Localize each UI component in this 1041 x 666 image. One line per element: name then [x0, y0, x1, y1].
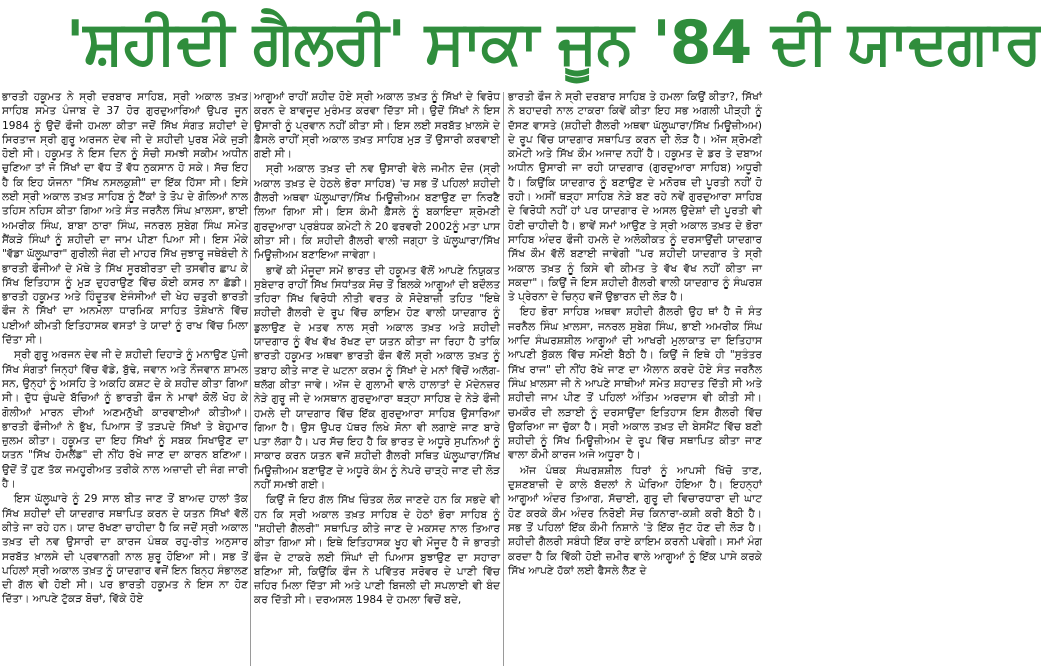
headline: 'ਸ਼ਹੀਦੀ ਗੈਲਰੀ' ਸਾਕਾ ਜੂਨ '84 ਦੀ ਯਾਦਗਾਰ: [66, 8, 1041, 78]
paragraph: ਅੱਜ ਪੰਥਕ ਸੰਘਰਸ਼ਸ਼ੀਲ ਧਿਰਾਂ ਨੂੰ ਆਪਸੀ ਖਿੱਚੋ ਤਾਣ, ਦੁਸ਼ਣਬਾਜ਼ੀ ਦੇ ਕਾਲੇ ਬੱਦਲਾਂ ਨੇ ਘੇਰਿਆ ਹੋਇਆ ਹੈ। ਇਹਨ੍ਹਾਂ ਆਗੂਆਂ ਅੰਦਰ ਤਿਆਗ, ਸੱਚਾਈ, ਗੁਰੂ ਦੀ ਵਿਚਾਰਧਾਰਾ ਦੀ ਘਾਟ ਹੋਣ ਕਰਕੇ ਕੌਮ ਅੰਦਰ ਨਿਰੋਈ ਸੋਚ ਕਿਨਾਰਾ-ਕਸ਼ੀ ਕਰੀ ਬੈਠੀ ਹੈ। ਸਭ ਤੋਂ ਪਹਿਲਾਂ ਇੱਕ ਕੌਮੀ ਨਿਸ਼ਾਨੇ 'ਤੇ ਇੱਕ ਜੁੱਟ ਹੋਣ ਦੀ ਲੋੜ ਹੈ। ਸ਼ਹੀਦੀ ਗੈਲਰੀ ਸਬੰਧੀ ਇੱਕ ਰਾਏ ਕਾਇਮ ਕਰਨੀ ਪਵੇਗੀ। ਸਮਾਂ ਮੰਗ ਕਰਦਾ ਹੈ ਕਿ ਵਿੱਕੀ ਹੋਈ ਜ਼ਮੀਰ ਵਾਲੇ ਆਗੂਆਂ ਨੂੰ ਇੱਕ ਪਾਸੇ ਕਰਕੇ ਸਿੱਖ ਆਪਣੇ ਹੱਕਾਂ ਲਈ ਫੈਸਲੇ ਲੈਣ ਦੇ: [508, 464, 762, 577]
paragraph: ਇਹ ਭੋਰਾ ਸਾਹਿਬ ਅਥਵਾ ਸ਼ਹੀਦੀ ਗੈਲਰੀ ਉਹ ਥਾਂ ਹੈ ਜੋ ਸੰਤ ਜਰਨੈਲ ਸਿੰਘ ਖ਼ਾਲਸਾ, ਜਨਰਲ ਸੁਬੇਗ ਸਿੰਘ, ਭਾਈ ਅਮਰੀਕ ਸਿੰਘ ਆਦਿ ਸੰਘਰਸ਼ਸ਼ੀਲ ਆਗੂਆਂ ਦੀ ਆਖਰੀ ਮੁਲਾਕਾਤ ਦਾ ਇਤਿਹਾਸ ਆਪਣੀ ਬੁੱਕਲ ਵਿੱਚ ਸਮੋਈ ਬੈਠੀ ਹੈ। ਕਿਉਂ ਜੋ ਇਥੇ ਹੀ "ਸੁਤੰਤਰ ਸਿੱਖ ਰਾਜ" ਦੀ ਨੀਂਹ ਰੱਖੇ ਜਾਣ ਦਾ ਐਲਾਨ ਕਰਦੇ ਹੋਏ ਸੰਤ ਜਰਨੈਲ ਸਿੰਘ ਖ਼ਾਲਸਾ ਜੀ ਨੇ ਆਪਣੇ ਸਾਥੀਆਂ ਸਮੇਤ ਸ਼ਹਾਦਤ ਦਿੱਤੀ ਸੀ ਅਤੇ ਸ਼ਹੀਦੀ ਜਾਮ ਪੀਣ ਤੋਂ ਪਹਿਲਾਂ ਅੰਤਿਮ ਅਰਦਾਸ ਵੀ ਕੀਤੀ ਸੀ। ਚਮਕੌਰ ਦੀ ਲੜਾਈ ਨੂੰ ਦਰਸਾਉਂਦਾ ਇਤਿਹਾਸ ਇਸ ਗੈਲਰੀ ਵਿੱਚ ਉਕਰਿਆ ਜਾ ਚੁੱਕਾ ਹੈ। ਸ੍ਰੀ ਅਕਾਲ ਤਖ਼ਤ ਦੀ ਬੇਸਮੈਂਟ ਵਿੱਚ ਬਣੀ ਸ਼ਹੀਦੀ ਨੂੰ ਸਿੱਖ ਮਿਊਜ਼ੀਅਮ ਦੇ ਰੂਪ ਵਿੱਚ ਸਥਾਪਿਤ ਕੀਤਾ ਜਾਣ ਵਾਲਾ ਕੌਮੀ ਕਾਰਜ ਅਜੇ ਅਧੂਰਾ ਹੈ।: [508, 306, 762, 462]
paragraph: ਆਗੂਆਂ ਰਾਹੀਂ ਸ਼ਹੀਦ ਹੋਏ ਸ੍ਰੀ ਅਕਾਲ ਤਖ਼ਤ ਨੂੰ ਸਿੱਖਾਂ ਦੇ ਵਿਰੋਧ ਕਰਨ ਦੇ ਬਾਵਜੂਦ ਮੁਰੰਮਤ ਕਰਵਾ ਦਿੱਤਾ ਸੀ। ਉਦੋਂ ਸਿੱਖਾਂ ਨੇ ਇਸ ਉਸਾਰੀ ਨੂੰ ਪ੍ਰਵਾਨ ਨਹੀਂ ਕੀਤਾ ਸੀ। ਇਸ ਲਈ ਸਰਬੱਤ ਖ਼ਾਲਸੇ ਦੇ ਫ਼ੈਸਲੇ ਰਾਹੀਂ ਸ੍ਰੀ ਅਕਾਲ ਤਖ਼ਤ ਸਾਹਿਬ ਮੁੜ ਤੋਂ ਉਸਾਰੀ ਕਰਵਾਈ ਗਈ ਸੀ।: [254, 91, 500, 161]
article-column-3: [508, 90, 762, 666]
paragraph: ਸ੍ਰੀ ਅਕਾਲ ਤਖ਼ਤ ਦੀ ਨਵ ਉਸਾਰੀ ਵੇਲੇ ਜਮੀਨ ਦੋਜ਼ (ਸ੍ਰੀ ਅਕਾਲ ਤਖ਼ਤ ਦੇ ਹੇਠਲੇ ਭੋਰਾ ਸਾਹਿਬ) 'ਚ ਸਭ ਤੋਂ ਪਹਿਲਾਂ ਸ਼ਹੀਦੀ ਗੈਲਰੀ ਅਥਵਾ ਘੱਲੂਘਾਰਾ/ਸਿੱਖ ਮਿਊਜ਼ੀਅਮ ਬਣਾਉਣ ਦਾ ਨਿਰਣੈ ਲਿਆ ਗਿਆ ਸੀ। ਇਸ ਕੰਮੀ ਫ਼ੈਸਲੇ ਨੂੰ ਬਕਾਇਦਾ ਸ਼੍ਰੋਮਣੀ ਗੁਰਦੁਆਰਾ ਪ੍ਰਬੰਧਕ ਕਮੇਟੀ ਨੇ 20 ਫਰਵਰੀ 2002ਨੂੰ ਮਤਾ ਪਾਸ ਕੀਤਾ ਸੀ। ਕਿ ਸ਼ਹੀਦੀ ਗੈਲਰੀ ਵਾਲੀ ਜਗ੍ਹਾ ਤੇ ਘੱਲੂਘਾਰਾ/ਸਿੱਖ ਮਿਊਜ਼ੀਅਮ ਬਣਾਇਆ ਜਾਵੇਗਾ।: [254, 163, 500, 262]
paragraph: ਭਾਰਤੀ ਹਕੂਮਤ ਨੇ ਸ੍ਰੀ ਦਰਬਾਰ ਸਾਹਿਬ, ਸ੍ਰੀ ਅਕਾਲ ਤਖ਼ਤ ਸਾਹਿਬ ਸਮੇਤ ਪੰਜਾਬ ਦੇ 37 ਹੋਰ ਗੁਰਦੁਆਰਿਆਂ ਉਪਰ ਜੂਨ 1984 ਨੂੰ ਉਦੋਂ ਫੌਜੀ ਹਮਲਾ ਕੀਤਾ ਜਦੋਂ ਸਿੱਖ ਸੰਗਤ ਸ਼ਹੀਦਾਂ ਦੇ ਸਿਰਤਾਜ ਸ੍ਰੀ ਗੁਰੂ ਅਰਜਨ ਦੇਵ ਜੀ ਦੇ ਸ਼ਹੀਦੀ ਪੁਰਬ ਮੌਕੇ ਜੁੜੀ ਹੋਈ ਸੀ। ਹਕੂਮਤ ਨੇ ਇਸ ਦਿਨ ਨੂੰ ਸੋਚੀ ਸਮਝੀ ਸਕੀਮ ਅਧੀਨ ਚੁਣਿਆ ਤਾਂ ਜੋ ਸਿੱਖਾਂ ਦਾ ਵੱਧ ਤੋਂ ਵੱਧ ਨੁਕਸਾਨ ਹੋ ਸਕੇ। ਸੱਚ ਇਹ ਹੈ ਕਿ ਇਹ ਯੋਜਨਾ "ਸਿੱਖ ਨਸਲਕੁਸ਼ੀ" ਦਾ ਇੱਕ ਹਿੱਸਾ ਸੀ। ਇਸੇ ਲਈ ਸ੍ਰੀ ਅਕਾਲ ਤਖ਼ਤ ਸਾਹਿਬ ਨੂੰ ਟੈਂਕਾਂ ਤੇ ਤੋਪ ਦੇ ਗੋਲਿਆਂ ਨਾਲ ਤਹਿਸ ਨਹਿਸ ਕੀਤਾ ਗਿਆ ਅਤੇ ਸੰਤ ਜਰਨੈਲ ਸਿੰਘ ਖ਼ਾਲਸਾ, ਭਾਈ ਅਮਰੀਕ ਸਿੰਘ, ਬਾਬਾ ਠਾਰਾ ਸਿੰਘ, ਜਨਰਲ ਸੁਬੇਗ ਸਿੰਘ ਸਮੇਤ ਸੈਂਕੜੇ ਸਿੰਘਾਂ ਨੂੰ ਸ਼ਹੀਦੀ ਦਾ ਜਾਮ ਪੀਣਾ ਪਿਆ ਸੀ। ਇਸ ਮੌਕੇ "ਵੱਡਾ ਘੱਲੂਘਾਰਾ" ਗੁਰੀਲੀ ਜੰਗ ਦੀ ਮਾਹਰ ਸਿੱਖ ਜੁਝਾਰੂ ਜਥੇਬੰਦੀ ਨੇ ਭਾਰਤੀ ਫੌਜੀਆਂ ਦੇ ਮੱਥੇ ਤੇ ਸਿੱਖ ਸੂਰਬੀਰਤਾ ਦੀ ਤਸਵੀਰ ਛਾਪ ਕੇ ਸਿੱਖ ਇਤਿਹਾਸ ਨੂੰ ਮੁੜ ਦੁਹਰਾਉਣ ਵਿੱਚ ਕੋਈ ਕਸਰ ਨਾ ਛੱਡੀ। ਭਾਰਤੀ ਹਕੂਮਤ ਅਤੇ ਹਿੰਦੂਤਵ ਏਜੰਸੀਆਂ ਦੀ ਖੇਹ ਚਤੁਰੀ ਭਾਰਤੀ ਫੌਜ ਨੇ ਸਿੱਖਾਂ ਦਾ ਅਨਮੋਲਾ ਧਾਰਮਿਕ ਸਾਹਿਤ ਤੋਸ਼ੇਖਾਨੇ ਵਿੱਚ ਪਈਆਂ ਕੀਮਤੀ ਇਤਿਹਾਸਕ ਵਸਤਾਂ ਤੇ ਯਾਦਾਂ ਨੂੰ ਰਾਖ ਵਿੱਚ ਮਿਲਾ ਦਿੱਤਾ ਸੀ।: [2, 91, 248, 347]
paragraph: ਭਾਵੇਂ ਕੀ ਮੌਜੂਦਾ ਸਮੇਂ ਭਾਰਤ ਦੀ ਹਕੂਮਤ ਵੱਲੋਂ ਆਪਣੇ ਨਿਯੁਕਤ ਸੁਬੇਦਾਰ ਰਾਹੀਂ ਸਿੱਖ ਸਿਧਾਂਤਕ ਸੋਚ ਤੋਂ ਬਿਲਕੇ ਆਗੂਆਂ ਦੀ ਬਦੌਲਤ ਤਹਿਰਾ ਸਿੱਖ ਵਿਰੋਧੀ ਨੀਤੀ ਵਰਤ ਕੇ ਸੋਦੇਬਾਜ਼ੀ ਤਹਿਤ "ਇਥੇ ਸ਼ਹੀਦੀ ਗੈਲਰੀ ਦੇ ਰੂਪ ਵਿੱਚ ਕਾਇਮ ਹੋਣ ਵਾਲੀ ਯਾਦਗਾਰ ਨੂੰ ਡੁਲਾਉਣ ਦੇ ਮਤਵ ਨਾਲ ਸ੍ਰੀ ਅਕਾਲ ਤਖ਼ਤ ਅਤੇ ਸ਼ਹੀਦੀ ਯਾਦਗਾਰ ਨੂੰ ਵੱਖ ਵੱਖ ਰੱਖਣ ਦਾ ਯਤਨ ਕੀਤਾ ਜਾ ਰਿਹਾ ਹੈ ਤਾਂਕਿ ਭਾਰਤੀ ਹਕੂਮਤ ਅਥਵਾ ਭਾਰਤੀ ਫੌਜ ਵੱਲੋਂ ਸ੍ਰੀ ਅਕਾਲ ਤਖ਼ਤ ਨੂੰ ਤਬਾਹ ਕੀਤੇ ਜਾਣ ਦੇ ਘਟਨਾ ਕਰਮ ਨੂੰ ਸਿੱਖਾਂ ਦੇ ਮਨਾਂ ਵਿੱਚੋਂ ਅਲੱਗ-ਥਲੱਗ ਕੀਤਾ ਜਾਵੇ। ਅੱਜ ਦੇ ਗੁਲਾਮੀ ਵਾਲੇ ਹਾਲਾਤਾਂ ਦੇ ਮੱਦੇਨਜ਼ਰ ਨੇੜੇ ਗੁਰੂ ਜੀ ਦੇ ਅਸਥਾਨ ਗੁਰਦੁਆਰਾ ਥੜ੍ਹਾ ਸਾਹਿਬ ਦੇ ਨੇੜੇ ਫੌਜੀ ਹਮਲੇ ਦੀ ਯਾਦਗਾਰ ਵਿੱਚ ਇੱਕ ਗੁਰਦੁਆਰਾ ਸਾਹਿਬ ਉਸਾਰਿਆ ਗਿਆ ਹੈ। ਉਸ ਉਪਰ ਪੱਥਰ ਲਿਖੇ ਸੋਨਾ ਵੀ ਲਗਾਏ ਜਾਣ ਬਾਰੇ ਪਤਾ ਲੱਗਾ ਹੈ। ਪਰ ਸੱਚ ਇਹ ਹੈ ਕਿ ਭਾਰਤ ਦੇ ਅਧੂਰੇ ਸੁਪਨਿਆਂ ਨੂੰ ਸਾਕਾਰ ਕਰਨ ਯਤਨ ਵਜੋਂ ਸ਼ਹੀਦੀ ਗੈਲਰੀ ਸਥਿਤ ਘੱਲੂਘਾਰਾ/ਸਿੱਖ ਮਿਊਜ਼ੀਅਮ ਬਣਾਉਣ ਦੇ ਅਧੂਰੇ ਕੰਮ ਨੂੰ ਨੇਪਰੇ ਚਾੜ੍ਹੇ ਜਾਣ ਦੀ ਲੋੜ ਨਹੀਂ ਸਮਝੀ ਗਈ।: [254, 264, 500, 492]
paragraph: ਸ੍ਰੀ ਗੁਰੂ ਅਰਜਨ ਦੇਵ ਜੀ ਦੇ ਸ਼ਹੀਦੀ ਦਿਹਾੜੇ ਨੂੰ ਮਨਾਉਣ ਪੁੱਜੀ ਸਿੱਖ ਸੰਗਤਾਂ ਜਿਨ੍ਹਾਂ ਵਿੱਚ ਵੱਡੇ, ਬੁੱਢੇ, ਜਵਾਨ ਅਤੇ ਨੌਜਵਾਨ ਸ਼ਾਮਲ ਸਨ, ਉਨ੍ਹਾਂ ਨੂੰ ਅਸਹਿ ਤੇ ਅਕਹਿ ਕਸ਼ਟ ਦੇ ਕੇ ਸ਼ਹੀਦ ਕੀਤਾ ਗਿਆ ਸੀ। ਦੁੱਧ ਚੁੰਘਦੇ ਬੱਚਿਆਂ ਨੂੰ ਭਾਰਤੀ ਫੌਜ ਨੇ ਮਾਵਾਂ ਕੋਲੋਂ ਖੋਹ ਕੇ ਗੋਲੀਆਂ ਮਾਰਨ ਦੀਆਂ ਅਣਮਨੁੱਖੀ ਕਾਰਵਾਈਆਂ ਕੀਤੀਆਂ। ਭਾਰਤੀ ਫੌਜੀਆਂ ਨੇ ਭੁੱਖ, ਪਿਆਸ ਤੋਂ ਤੜਪਦੇ ਸਿੱਖਾਂ ਤੇ ਬੇਹੁਮਾਰ ਜ਼ੁਲਮ ਕੀਤਾ। ਹਕੂਮਤ ਦਾ ਇਹ ਸਿੱਖਾਂ ਨੂੰ ਸਬਕ ਸਿਖਾਉਣ ਦਾ ਯਤਨ "ਸਿੱਖ ਹੋਮਲੈਂਡ" ਦੀ ਨੀਂਹ ਰੱਖੇ ਜਾਣ ਦਾ ਕਾਰਨ ਬਣਿਆ। ਉਦੋਂ ਤੋਂ ਹੁਣ ਤੱਕ ਜਮਹੂਰੀਅਤ ਤਰੀਕੇ ਨਾਲ ਅਜ਼ਾਦੀ ਦੀ ਜੰਗ ਜਾਰੀ ਹੈ।: [2, 349, 248, 491]
paragraph: ਕਿਉਂ ਜੋ ਇਹ ਗੱਲ ਸਿੱਖ ਚਿੰਤਕ ਲੋਕ ਜਾਣਦੇ ਹਨ ਕਿ ਸਭਦੇ ਵੀ ਹਨ ਕਿ ਸ੍ਰੀ ਅਕਾਲ ਤਖ਼ਤ ਸਾਹਿਬ ਦੇ ਹੇਠਾਂ ਭੋਰਾ ਸਾਹਿਬ ਨੂੰ "ਸ਼ਹੀਦੀ ਗੈਲਰੀ" ਸਥਾਪਿਤ ਕੀਤੇ ਜਾਣ ਦੇ ਮਕਸਦ ਨਾਲ ਤਿਆਰ ਕੀਤਾ ਗਿਆ ਸੀ। ਇਥੇ ਇਤਿਹਾਸਕ ਖੂਹ ਵੀ ਮੌਜੂਦ ਹੈ ਜੋ ਭਾਰਤੀ ਫੌਜ ਦੇ ਟਾਕਰੇ ਲਈ ਸਿੰਘਾਂ ਦੀ ਪਿਆਸ ਬੁਝਾਉਣ ਦਾ ਸਹਾਰਾ ਬਣਿਆ ਸੀ, ਕਿਉਂਕਿ ਫੌਜ ਨੇ ਪਵਿੱਤਰ ਸਰੋਵਰ ਦੇ ਪਾਣੀ ਵਿੱਚ ਜ਼ਹਿਰ ਮਿਲਾ ਦਿੱਤਾ ਸੀ ਅਤੇ ਪਾਣੀ ਬਿਜਲੀ ਦੀ ਸਪਲਾਈ ਵੀ ਬੰਦ ਕਰ ਦਿੱਤੀ ਸੀ। ਦਰਅਸਲ 1984 ਦੇ ਹਮਲਾ ਵਿਚੋਂ ਬਦੇ,: [254, 494, 500, 607]
column-divider: [503, 92, 504, 666]
paragraph: ਭਾਰਤੀ ਫੌਜ ਨੇ ਸ੍ਰੀ ਦਰਬਾਰ ਸਾਹਿਬ ਤੇ ਹਮਲਾ ਕਿਉਂ ਕੀਤਾ?, ਸਿੱਖਾਂ ਨੇ ਬਹਾਦਰੀ ਨਾਲ ਟਾਕਰਾ ਕਿਵੇਂ ਕੀਤਾ ਇਹ ਸਭ ਅਗਲੀ ਪੀੜ੍ਹੀ ਨੂੰ ਦੱਸਣ ਵਾਸਤੇ (ਸ਼ਹੀਦੀ ਗੈਲਰੀ ਅਥਵਾ ਘੱਲੂਘਾਰਾ/ਸਿੱਖ ਮਿਊਜ਼ੀਅਮ) ਦੇ ਰੂਪ ਵਿੱਚ ਯਾਦਗਾਰ ਸਥਾਪਿਤ ਕਰਨ ਦੀ ਲੋੜ ਹੈ। ਅੱਜ ਸ਼੍ਰੋਮਣੀ ਕਮੇਟੀ ਅਤੇ ਸਿੱਖ ਕੌਮ ਅਜਾਦ ਨਹੀਂ ਹੈ। ਹਕੂਮਤ ਦੇ ਡਰ ਤੇ ਦਬਾਅ ਅਧੀਨ ਉਸਾਰੀ ਜਾ ਰਹੀ ਯਾਦਗਾਰ (ਗੁਰਦੁਆਰਾ ਸਾਹਿਬ) ਅਧੂਰੀ ਹੈ। ਕਿਉਂਕਿ ਯਾਦਗਾਰ ਨੂੰ ਬਣਾਉਣ ਦੇ ਮਨੋਰਥ ਦੀ ਪੂਰਤੀ ਨਹੀਂ ਹੋ ਰਹੀ। ਅਸੀਂ ਥੜ੍ਹਾ ਸਾਹਿਬ ਨੇੜੇ ਬਣ ਰਹੇ ਨਵੇਂ ਗੁਰਦੁਆਰਾ ਸਾਹਿਬ ਦੇ ਵਿਰੋਧੀ ਨਹੀਂ ਹਾਂ ਪਰ ਯਾਦਗਾਰ ਦੇ ਅਸਲ ਉਦੇਸ਼ਾਂ ਦੀ ਪੂਰਤੀ ਵੀ ਹੋਣੀ ਚਾਹੀਦੀ ਹੈ। ਭਾਵੇਂ ਸਮਾਂ ਆਉਣ ਤੇ ਸ੍ਰੀ ਅਕਾਲ ਤਖ਼ਤ ਦੇ ਭੋਰਾ ਸਾਹਿਬ ਅੰਦਰ ਫੌਜੀ ਹਮਲੇ ਦੇ ਅਲੋਕੀਕਤ ਨੂੰ ਦਰਸਾਉਂਦੀ ਯਾਦਗਾਰ ਸਿੱਖ ਕੌਮ ਵੱਲੋਂ ਬਣਾਈ ਜਾਵੇਗੀ "ਪਰ ਸ਼ਹੀਦੀ ਯਾਦਗਾਰ ਤੇ ਸ੍ਰੀ ਅਕਾਲ ਤਖ਼ਤ ਨੂੰ ਕਿਸੇ ਵੀ ਕੀਮਤ ਤੇ ਵੱਖ ਵੱਖ ਨਹੀਂ ਕੀਤਾ ਜਾ ਸਕਦਾ"। ਕਿਉਂ ਜੋ ਇਸ ਸ਼ਹੀਦੀ ਗੈਲਰੀ ਵਾਲੀ ਯਾਦਗਾਰ ਨੂੰ ਸੰਘਰਸ਼ ਤੇ ਪ੍ਰੇਰਨਾ ਦੇ ਚਿਨ੍ਹ ਵਜੋਂ ਉਭਾਰਨ ਦੀ ਲੋੜ ਹੈ।: [508, 91, 762, 304]
article-column-1: [2, 90, 248, 666]
article-column-2: [254, 90, 500, 666]
column-divider: [250, 92, 251, 666]
paragraph: ਇਸ ਘੱਲੂਘਾਰੇ ਨੂੰ 29 ਸਾਲ ਬੀਤ ਜਾਣ ਤੋਂ ਬਾਅਦ ਹਾਲਾਂ ਤੱਕ ਸਿੱਖ ਸ਼ਹੀਦਾਂ ਦੀ ਯਾਦਗਾਰ ਸਥਾਪਿਤ ਕਰਨ ਦੇ ਯਤਨ ਸਿੱਖਾਂ ਵੱਲੋਂ ਕੀਤੇ ਜਾ ਰਹੇ ਹਨ। ਯਾਦ ਰੱਖਣਾ ਚਾਹੀਦਾ ਹੈ ਕਿ ਜਦੋਂ ਸ੍ਰੀ ਅਕਾਲ ਤਖ਼ਤ ਦੀ ਨਵ ਉਸਾਰੀ ਦਾ ਕਾਰਜ ਪੰਥਕ ਰਹੁ-ਰੀਤ ਅਨੁਸਾਰ ਸਰਬੱਤ ਖ਼ਾਲਸੇ ਦੀ ਪ੍ਰਵਾਨਗੀ ਨਾਲ ਸ਼ੁਰੂ ਹੋਇਆ ਸੀ। ਸਭ ਤੋਂ ਪਹਿਲਾਂ ਸ੍ਰੀ ਅਕਾਲ ਤਖ਼ਤ ਨੂੰ ਯਾਦਗਾਰ ਵਜੋਂ ਇਨ ਬਿਨ੍ਹ ਸੰਭਾਲਣ ਦੀ ਗੱਲ ਵੀ ਹੋਈ ਸੀ। ਪਰ ਭਾਰਤੀ ਹਕੂਮਤ ਨੇ ਇਸ ਨਾ ਹੋਣ ਦਿੱਤਾ। ਆਪਣੇ ਟੁੱਕੜ ਬੋਚਾਂ, ਵਿੱਕੇ ਹੋਏ: [2, 493, 248, 606]
